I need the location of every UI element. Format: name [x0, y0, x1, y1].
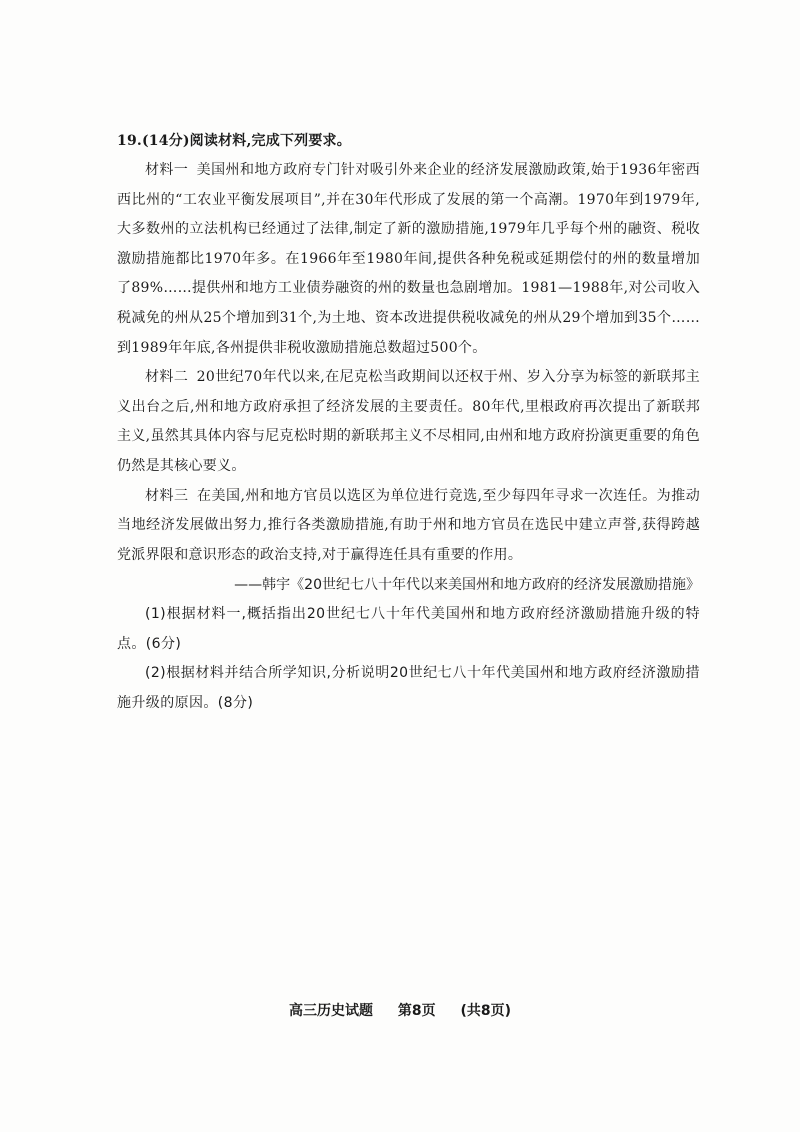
material-two-label: 材料二 — [145, 369, 189, 386]
material-one-text: 美国州和地方政府专门针对吸引外来企业的经济发展激励政策,始于1936年密西西比州的“工农业平衡发展项目”,并在30年代形成了发展的第一个高潮。1970年到1979年,大多数州的立法机构已经通过了法律,制定了新的激励措施,1979年几乎每个州的融资、税收激励措施都比1970年多。在1966年至1980年间,提供各种免税或延期偿付的州的数量增加了89%……提供州和地方工业债券融资的州的数量也急剧增加。1981—1988年,对公司收入税减免的州从25个增加到31个,为土地、资本改进提供税收减免的州从29个增加到35个……到1989年年底,各州提供非税收激励措施总数超过500个。 — [117, 162, 700, 356]
question-title: 19.(14分)阅读材料,完成下列要求。 — [117, 133, 351, 149]
footer-page-number: 第8页 — [397, 1003, 436, 1019]
requirement-one: (1)根据材料一,概括指出20世纪七八十年代美国州和地方政府经济激励措施升级的特点。(6分) — [117, 606, 700, 652]
question-block — [117, 128, 700, 718]
material-two — [117, 363, 700, 481]
material-two-text: 20世纪70年代以来,在尼克松当政期间以还权于州、岁入分享为标签的新联邦主义出台之后,州和地方政府承担了经济发展的主要责任。80年代,里根政府再次提出了新联邦主义,虽然其具体内容与尼克松时期的新联邦主义不尽相同,由州和地方政府扮演更重要的角色仍然是其核心要义。 — [117, 369, 700, 474]
material-one-label: 材料一 — [145, 162, 189, 178]
footer-subject: 高三历史试题 — [288, 1003, 373, 1019]
page-footer — [0, 1000, 800, 1020]
requirement-two: (2)根据材料并结合所学知识,分析说明20世纪七八十年代美国州和地方政府经济激励措施升级的原因。(8分) — [117, 665, 700, 711]
footer-total-pages: (共8页) — [460, 1003, 512, 1019]
material-three-label: 材料三 — [145, 487, 189, 504]
material-source-citation: ——韩宇《20世纪七八十年代以来美国州和地方政府的经济发展激励措施》 — [234, 577, 700, 594]
material-one — [117, 156, 700, 363]
material-three — [117, 482, 700, 571]
material-three-text: 在美国,州和地方官员以选区为单位进行竞选,至少每四年寻求一次连任。为推动当地经济发展做出努力,推行各类激励措施,有助于州和地方官员在选民中建立声誉,获得跨越党派界限和意识形态的政治支持,对于赢得连任具有重要的作用。 — [117, 487, 701, 563]
